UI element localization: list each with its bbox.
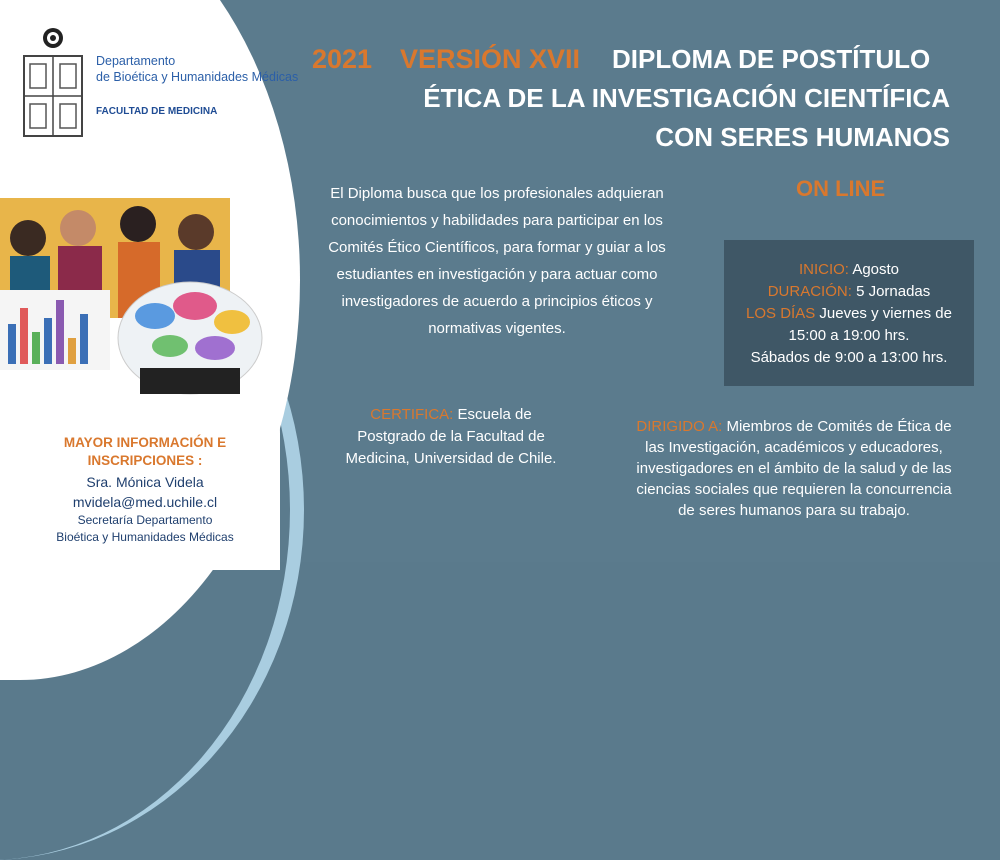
inicio-row (724, 259, 974, 281)
duracion-value: 5 Jornadas (856, 283, 931, 300)
inicio-value: Agosto (852, 261, 900, 278)
intro-paragraph (292, 180, 702, 342)
contact-heading-line-1: MAYOR INFORMACIÓN E (63, 435, 227, 450)
dirigido-text-3: investigadores en el ámbito de la salud y de las (636, 460, 952, 477)
contact-heading-line-2: INSCRIPCIONES : (87, 453, 203, 468)
department-line-1: Departamento (96, 54, 176, 68)
intro-line: El Diploma busca que los profesionales adquieran (330, 185, 664, 202)
contact-name: Sra. Mónica Videla (86, 474, 204, 490)
intro-line: Comités Ético Científicos, para formar y guiar a los (328, 239, 666, 256)
department-line-2: de Bioética y Humanidades Médicas (96, 70, 299, 84)
faculty-name: FACULTAD DE MEDICINA (96, 106, 218, 117)
certifica-text-3: Medicina, Universidad de Chile. (345, 450, 557, 467)
dirigido-text-4: ciencias sociales que requieren la concurrencia (636, 481, 952, 498)
title-line-1: DIPLOMA DE POSTÍTULO (612, 44, 931, 74)
contact-details (20, 472, 270, 546)
dirigido-block (600, 416, 988, 521)
intro-line: normativas vigentes. (428, 320, 566, 337)
duracion-label: DURACIÓN: (767, 283, 852, 300)
version-label: VERSIÓN XVII (400, 44, 581, 74)
intro-line: investigadores de acuerdo a principios éticos y (341, 293, 653, 310)
modality-label: ON LINE (796, 176, 886, 201)
dias-label: LOS DÍAS (746, 305, 816, 322)
department-name (96, 53, 298, 85)
dirigido-text-2: las Investigación, académicos y educadores, (645, 439, 943, 456)
intro-line: conocimientos y habilidades para participar en los (331, 212, 663, 229)
intro-line: estudiantes en investigación y para actuar como (336, 266, 658, 283)
university-shield-logo (22, 22, 84, 140)
certifica-text-1: Escuela de (457, 406, 532, 423)
inicio-label: INICIO: (798, 261, 849, 278)
year-label: 2021 (312, 44, 373, 74)
dias-row (724, 303, 974, 325)
certifica-block (316, 404, 586, 470)
dirigido-text-1: Miembros de Comités de Ética de (726, 418, 952, 435)
certifica-label: CERTIFICA: (370, 406, 454, 423)
contact-heading (20, 434, 270, 470)
title-line-2: ÉTICA DE LA INVESTIGACIÓN CIENTÍFICA (423, 83, 950, 113)
certifica-text-2: Postgrado de la Facultad de (357, 428, 545, 445)
weekday-hours: 15:00 a 19:00 hrs. (788, 327, 910, 344)
people-collage-illustration (0, 198, 270, 408)
schedule-box (724, 240, 974, 386)
contact-office-1: Secretaría Departamento (77, 513, 213, 527)
dias-value: Jueves y viernes de (819, 305, 952, 322)
contact-office-2: Bioética y Humanidades Médicas (56, 530, 234, 544)
dirigido-line-1 (600, 416, 988, 437)
saturday-hours: Sábados de 9:00 a 13:00 hrs. (750, 349, 948, 366)
dirigido-text-5: de seres humanos para su trabajo. (678, 502, 910, 519)
dirigido-label: DIRIGIDO A: (636, 418, 723, 435)
certifica-line-1 (316, 404, 586, 426)
duracion-row (724, 281, 974, 303)
contact-email[interactable]: mvidela@med.uchile.cl (72, 494, 218, 510)
title-line-3: CON SERES HUMANOS (655, 122, 950, 152)
